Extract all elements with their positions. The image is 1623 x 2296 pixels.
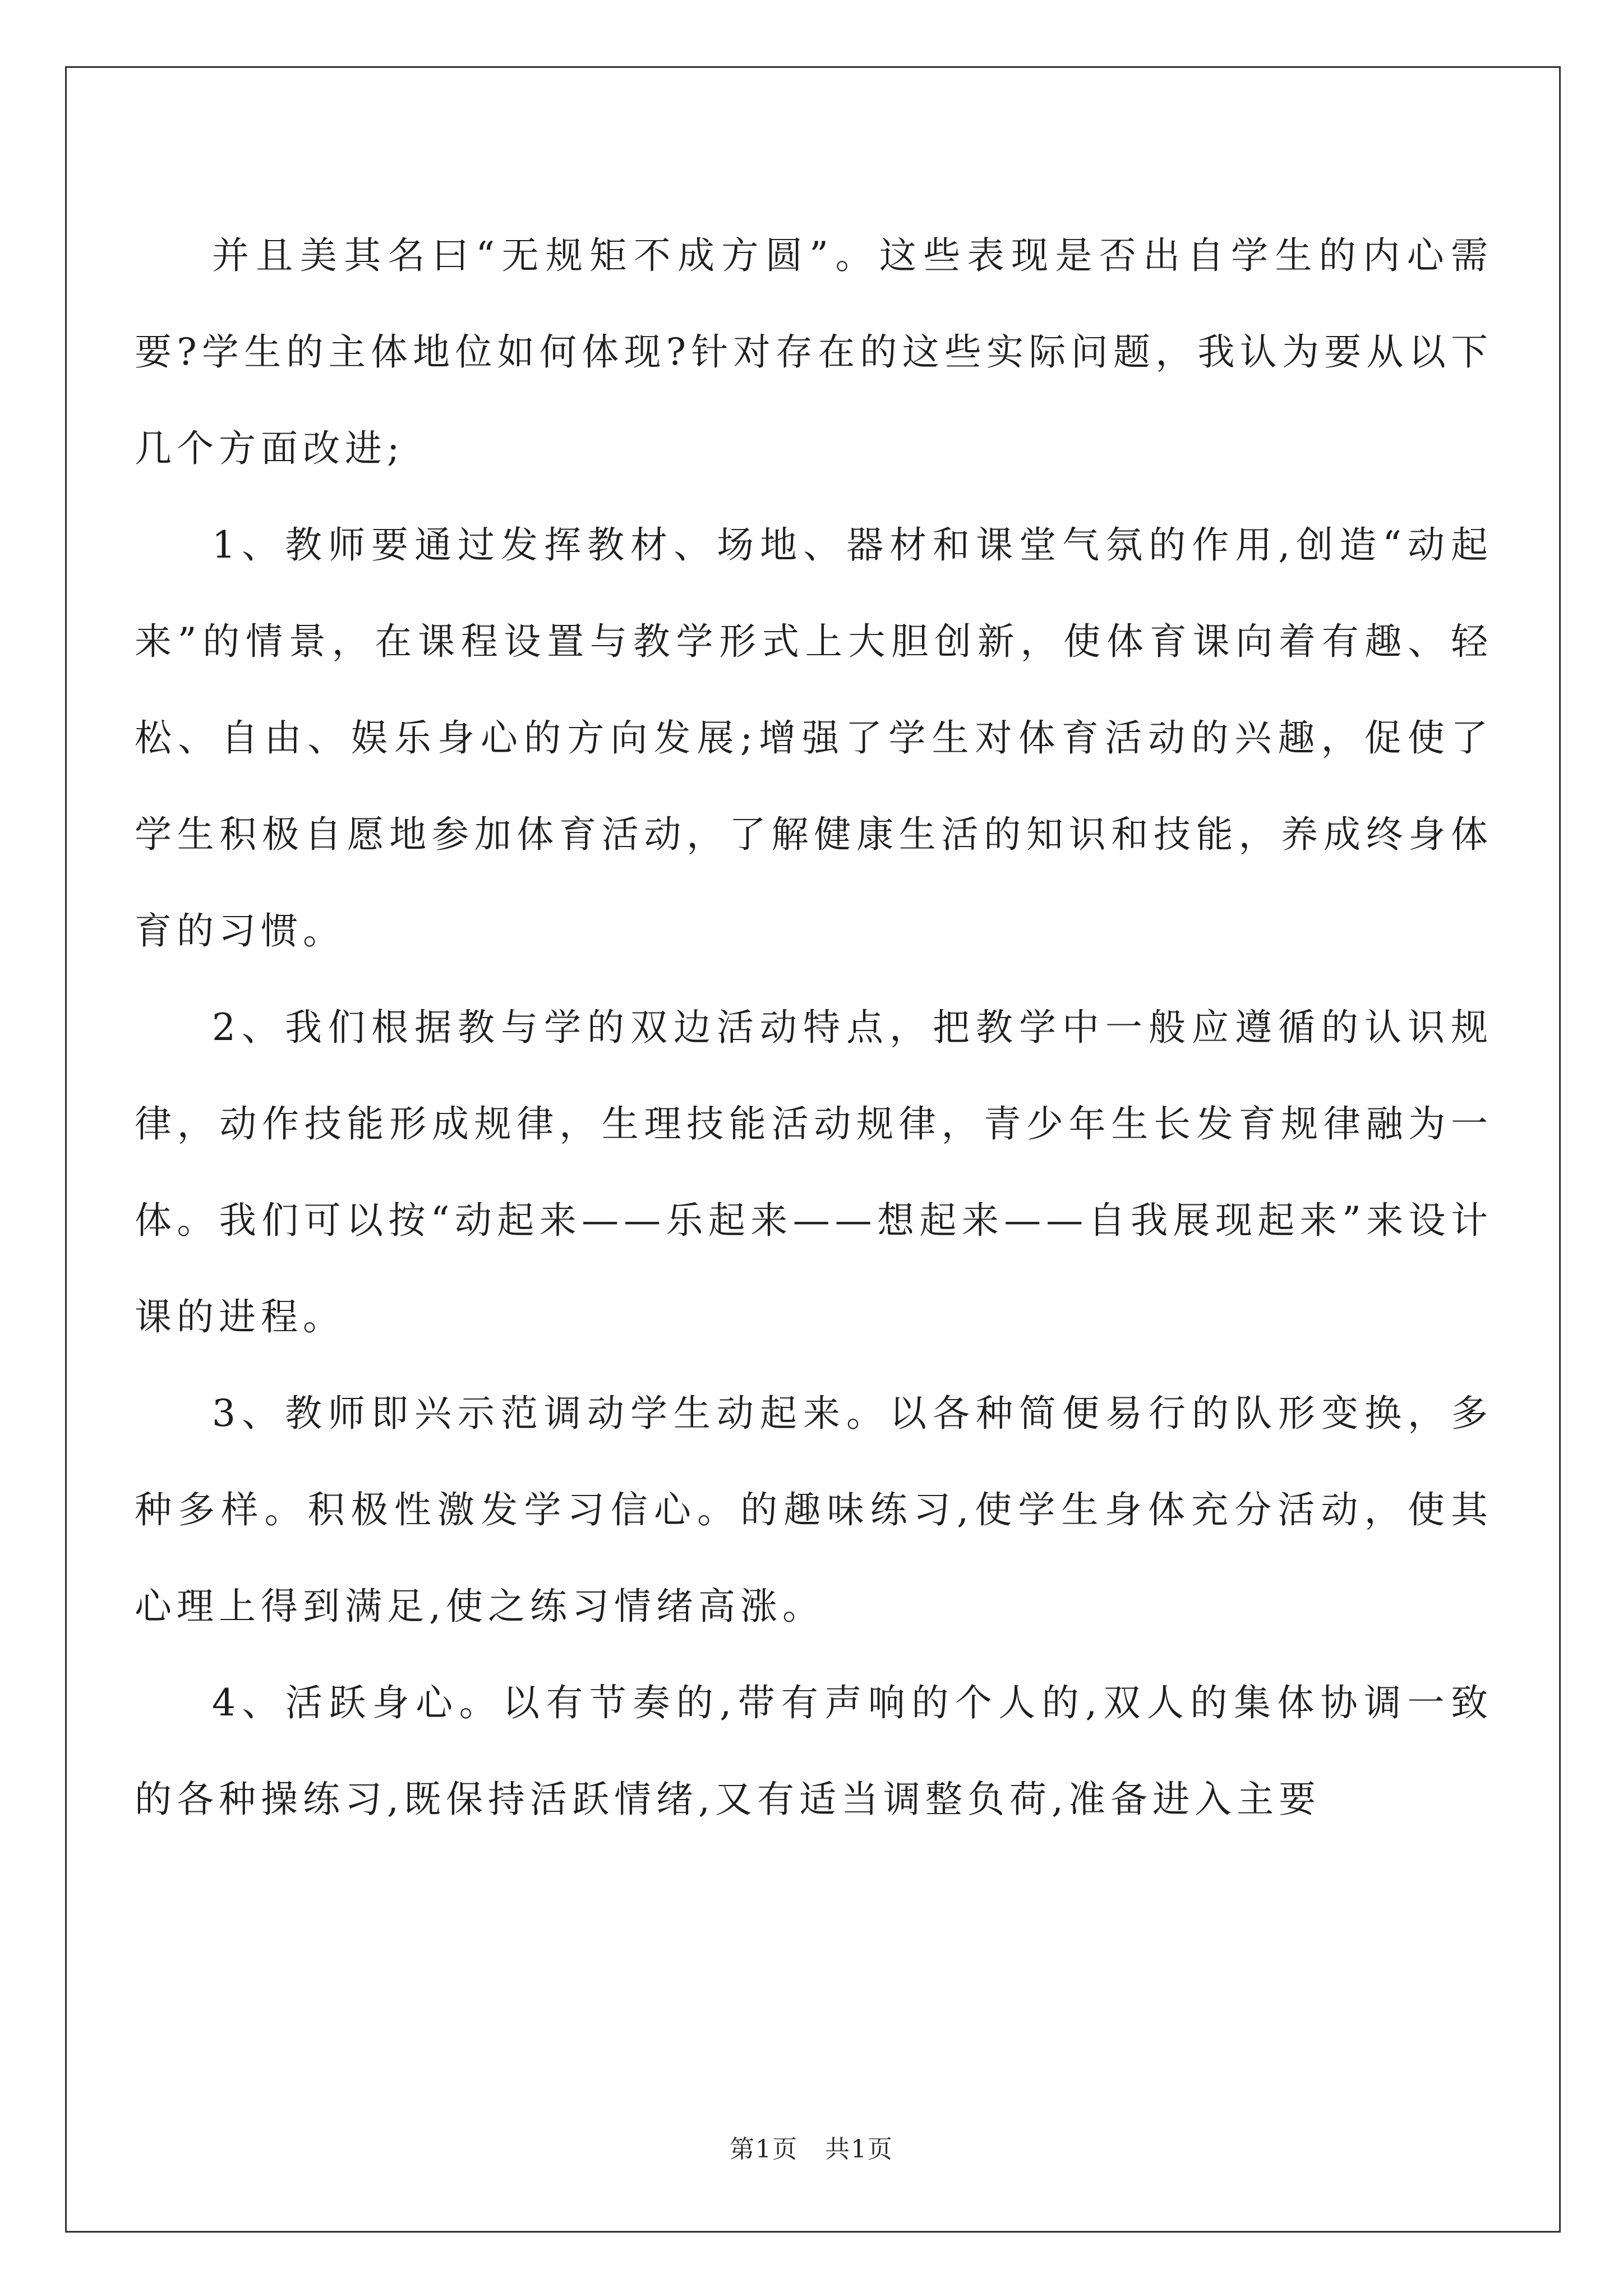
paragraph: 3、教师即兴示范调动学生动起来。以各种简便易行的队形变换，多种多样。积极性激发学习信心。的趣味练习,使学生身体充分活动，使其心理上得到满足,使之练习情绪高涨。 (135, 1392, 1493, 1628)
paragraph: 2、我们根据教与学的双边活动特点，把教学中一般应遵循的认识规律，动作技能形成规律，生理技能活动规律，青少年生长发育规律融为一体。我们可以按“动起来——乐起来——想起来——自我展现起来”来设计课的进程。 (135, 1006, 1493, 1338)
paragraph: 4、活跃身心。以有节奏的,带有声响的个人的,双人的集体协调一致的各种操练习,既保持活跃情绪,又有适当调整负荷,准备进入主要 (135, 1681, 1493, 1821)
document-body (135, 208, 1493, 1848)
paragraph: 1、教师要通过发挥教材、场地、器材和课堂气氛的作用,创造“动起来”的情景，在课程设置与教学形式上大胆创新，使体育课向着有趣、轻松、自由、娱乐身心的方向发展;增强了学生对体育活动的兴趣，促使了学生积极自愿地参加体育活动，了解健康生活的知识和技能，养成终身体育的习惯。 (135, 523, 1493, 953)
paragraph: 并且美其名曰“无规矩不成方圆”。这些表现是否出自学生的内心需要?学生的主体地位如何体现?针对存在的这些实际问题，我认为要从以下几个方面改进; (135, 234, 1493, 470)
page-footer (0, 2129, 1623, 2165)
page-number-label: 第1页 共1页 (730, 2135, 893, 2164)
